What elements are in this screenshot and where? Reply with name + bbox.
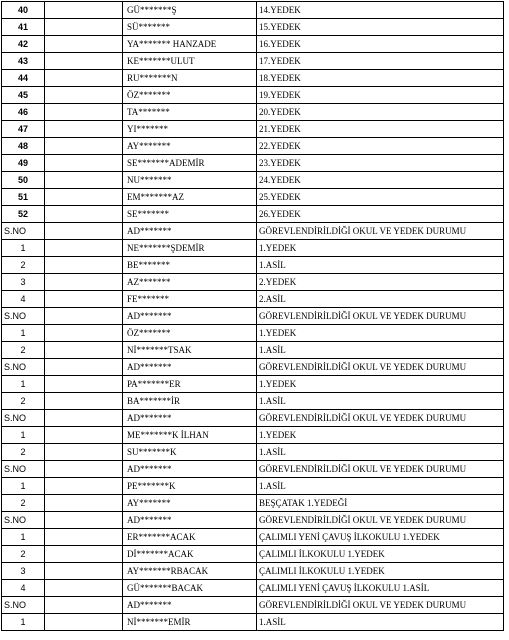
table-row xyxy=(2,70,504,87)
name-cell: SÜ******* xyxy=(123,19,257,36)
duty-cell: GÖREVLENDİRİLDİĞİ OKUL VE YEDEK DURUMU xyxy=(257,410,504,427)
assignment-table xyxy=(1,1,504,631)
table-row xyxy=(2,291,504,308)
empty-cell xyxy=(45,563,123,580)
duty-cell: 1.ASİL xyxy=(257,478,504,495)
row-number-cell: 1 xyxy=(2,240,45,257)
table-row xyxy=(2,36,504,53)
row-number-cell: 52 xyxy=(2,206,45,223)
row-number-cell: 49 xyxy=(2,155,45,172)
row-number-cell: S.NO xyxy=(2,308,45,325)
duty-cell: 1.YEDEK xyxy=(257,240,504,257)
empty-cell xyxy=(45,393,123,410)
duty-cell: 2.YEDEK xyxy=(257,274,504,291)
row-number-cell: 2 xyxy=(2,444,45,461)
name-cell: AD******* xyxy=(123,512,257,529)
table-header-row xyxy=(2,223,504,240)
row-number-cell: 1 xyxy=(2,529,45,546)
duty-cell: 19.YEDEK xyxy=(257,87,504,104)
duty-cell: BEŞÇATAK 1.YEDEĞİ xyxy=(257,495,504,512)
row-number-cell: 1 xyxy=(2,376,45,393)
duty-cell: ÇALIMLI YENİ ÇAVUŞ İLKOKULU 1.YEDEK xyxy=(257,529,504,546)
duty-cell: 17.YEDEK xyxy=(257,53,504,70)
table-row xyxy=(2,155,504,172)
row-number-cell: 40 xyxy=(2,2,45,19)
row-number-cell: 2 xyxy=(2,342,45,359)
name-cell: AY******* xyxy=(123,138,257,155)
table-row xyxy=(2,393,504,410)
name-cell: SU*******K xyxy=(123,444,257,461)
empty-cell xyxy=(45,495,123,512)
duty-cell: 20.YEDEK xyxy=(257,104,504,121)
table-row xyxy=(2,444,504,461)
name-cell: SE******* xyxy=(123,206,257,223)
row-number-cell: S.NO xyxy=(2,359,45,376)
name-cell: GÜ*******BACAK xyxy=(123,580,257,597)
name-cell: YI******* xyxy=(123,121,257,138)
name-cell: PE*******K xyxy=(123,478,257,495)
table-row xyxy=(2,138,504,155)
table-header-row xyxy=(2,512,504,529)
table-row xyxy=(2,121,504,138)
duty-cell: 24.YEDEK xyxy=(257,172,504,189)
row-number-cell: 1 xyxy=(2,478,45,495)
table-row xyxy=(2,206,504,223)
name-cell: AY******* xyxy=(123,495,257,512)
name-cell: ÖZ******* xyxy=(123,87,257,104)
table-header-row xyxy=(2,461,504,478)
duty-cell: 21.YEDEK xyxy=(257,121,504,138)
row-number-cell: S.NO xyxy=(2,223,45,240)
empty-cell xyxy=(45,36,123,53)
empty-cell xyxy=(45,461,123,478)
duty-cell: ÇALIMLI İLKOKULU 1.YEDEK xyxy=(257,546,504,563)
name-cell: AD******* xyxy=(123,223,257,240)
empty-cell xyxy=(45,342,123,359)
table-row xyxy=(2,87,504,104)
name-cell: KE*******ULUT xyxy=(123,53,257,70)
name-cell: ME*******K İLHAN xyxy=(123,427,257,444)
empty-cell xyxy=(45,138,123,155)
duty-cell: GÖREVLENDİRİLDİĞİ OKUL VE YEDEK DURUMU xyxy=(257,512,504,529)
table-header-row xyxy=(2,359,504,376)
name-cell: BA*******İR xyxy=(123,393,257,410)
row-number-cell: 4 xyxy=(2,580,45,597)
duty-cell: ÇALIMLI İLKOKULU 1.YEDEK xyxy=(257,563,504,580)
duty-cell: 1.YEDEK xyxy=(257,325,504,342)
name-cell: TA******* xyxy=(123,104,257,121)
row-number-cell: S.NO xyxy=(2,461,45,478)
empty-cell xyxy=(45,359,123,376)
name-cell: AD******* xyxy=(123,308,257,325)
row-number-cell: 1 xyxy=(2,427,45,444)
table-row xyxy=(2,342,504,359)
table-row xyxy=(2,529,504,546)
name-cell: ÖZ******* xyxy=(123,325,257,342)
duty-cell: 1.ASİL xyxy=(257,342,504,359)
table-header-row xyxy=(2,308,504,325)
duty-cell: 1.ASİL xyxy=(257,444,504,461)
duty-cell: 15.YEDEK xyxy=(257,19,504,36)
table-row xyxy=(2,495,504,512)
table-row xyxy=(2,53,504,70)
table-row xyxy=(2,274,504,291)
table-row xyxy=(2,478,504,495)
duty-cell: 1.ASİL xyxy=(257,257,504,274)
duty-cell: 26.YEDEK xyxy=(257,206,504,223)
table-row xyxy=(2,2,504,19)
empty-cell xyxy=(45,121,123,138)
row-number-cell: 50 xyxy=(2,172,45,189)
duty-cell: 1.ASİL xyxy=(257,614,504,631)
empty-cell xyxy=(45,240,123,257)
empty-cell xyxy=(45,2,123,19)
empty-cell xyxy=(45,19,123,36)
name-cell: ER*******ACAK xyxy=(123,529,257,546)
row-number-cell: 2 xyxy=(2,546,45,563)
table-row xyxy=(2,614,504,631)
empty-cell xyxy=(45,580,123,597)
duty-cell: GÖREVLENDİRİLDİĞİ OKUL VE YEDEK DURUMU xyxy=(257,223,504,240)
row-number-cell: 43 xyxy=(2,53,45,70)
empty-cell xyxy=(45,444,123,461)
table-row xyxy=(2,325,504,342)
empty-cell xyxy=(45,274,123,291)
empty-cell xyxy=(45,427,123,444)
row-number-cell: 4 xyxy=(2,291,45,308)
duty-cell: 25.YEDEK xyxy=(257,189,504,206)
empty-cell xyxy=(45,223,123,240)
name-cell: RU*******N xyxy=(123,70,257,87)
name-cell: PA*******ER xyxy=(123,376,257,393)
empty-cell xyxy=(45,53,123,70)
duty-cell: 16.YEDEK xyxy=(257,36,504,53)
empty-cell xyxy=(45,70,123,87)
table-header-row xyxy=(2,410,504,427)
empty-cell xyxy=(45,529,123,546)
table-row xyxy=(2,563,504,580)
row-number-cell: 45 xyxy=(2,87,45,104)
name-cell: NU******* xyxy=(123,172,257,189)
row-number-cell: 46 xyxy=(2,104,45,121)
row-number-cell: 3 xyxy=(2,563,45,580)
empty-cell xyxy=(45,614,123,631)
row-number-cell: S.NO xyxy=(2,512,45,529)
name-cell: FE******* xyxy=(123,291,257,308)
table-row xyxy=(2,427,504,444)
table-row xyxy=(2,172,504,189)
empty-cell xyxy=(45,512,123,529)
row-number-cell: 1 xyxy=(2,325,45,342)
empty-cell xyxy=(45,546,123,563)
table-row xyxy=(2,257,504,274)
duty-cell: 23.YEDEK xyxy=(257,155,504,172)
duty-cell: 22.YEDEK xyxy=(257,138,504,155)
empty-cell xyxy=(45,172,123,189)
empty-cell xyxy=(45,308,123,325)
table-row xyxy=(2,240,504,257)
duty-cell: 1.ASİL xyxy=(257,393,504,410)
empty-cell xyxy=(45,104,123,121)
name-cell: Nİ*******TSAK xyxy=(123,342,257,359)
name-cell: AD******* xyxy=(123,597,257,614)
duty-cell: ÇALIMLI YENİ ÇAVUŞ İLKOKULU 1.ASİL xyxy=(257,580,504,597)
row-number-cell: 41 xyxy=(2,19,45,36)
duty-cell: 1.YEDEK xyxy=(257,427,504,444)
row-number-cell: 2 xyxy=(2,257,45,274)
name-cell: Dİ*******ACAK xyxy=(123,546,257,563)
assignment-table-body xyxy=(2,2,504,631)
empty-cell xyxy=(45,597,123,614)
name-cell: BE******* xyxy=(123,257,257,274)
duty-cell: GÖREVLENDİRİLDİĞİ OKUL VE YEDEK DURUMU xyxy=(257,461,504,478)
empty-cell xyxy=(45,206,123,223)
empty-cell xyxy=(45,325,123,342)
row-number-cell: 47 xyxy=(2,121,45,138)
empty-cell xyxy=(45,376,123,393)
name-cell: AZ******* xyxy=(123,274,257,291)
name-cell: EM*******AZ xyxy=(123,189,257,206)
name-cell: GÜ*******Ş xyxy=(123,2,257,19)
row-number-cell: 1 xyxy=(2,614,45,631)
empty-cell xyxy=(45,257,123,274)
row-number-cell: S.NO xyxy=(2,597,45,614)
duty-cell: 14.YEDEK xyxy=(257,2,504,19)
row-number-cell: 2 xyxy=(2,393,45,410)
name-cell: AD******* xyxy=(123,410,257,427)
row-number-cell: 51 xyxy=(2,189,45,206)
name-cell: Nİ*******EMİR xyxy=(123,614,257,631)
empty-cell xyxy=(45,410,123,427)
duty-cell: GÖREVLENDİRİLDİĞİ OKUL VE YEDEK DURUMU xyxy=(257,308,504,325)
name-cell: AD******* xyxy=(123,461,257,478)
table-row xyxy=(2,376,504,393)
table-row xyxy=(2,104,504,121)
duty-cell: GÖREVLENDİRİLDİĞİ OKUL VE YEDEK DURUMU xyxy=(257,597,504,614)
empty-cell xyxy=(45,155,123,172)
name-cell: AY*******RBACAK xyxy=(123,563,257,580)
row-number-cell: 44 xyxy=(2,70,45,87)
name-cell: AD******* xyxy=(123,359,257,376)
duty-cell: GÖREVLENDİRİLDİĞİ OKUL VE YEDEK DURUMU xyxy=(257,359,504,376)
table-row xyxy=(2,189,504,206)
duty-cell: 18.YEDEK xyxy=(257,70,504,87)
row-number-cell: 3 xyxy=(2,274,45,291)
table-row xyxy=(2,580,504,597)
table-header-row xyxy=(2,597,504,614)
row-number-cell: 2 xyxy=(2,495,45,512)
empty-cell xyxy=(45,478,123,495)
row-number-cell: S.NO xyxy=(2,410,45,427)
duty-cell: 1.YEDEK xyxy=(257,376,504,393)
empty-cell xyxy=(45,189,123,206)
row-number-cell: 42 xyxy=(2,36,45,53)
table-row xyxy=(2,19,504,36)
name-cell: NE*******ŞDEMİR xyxy=(123,240,257,257)
name-cell: YA******* HANZADE xyxy=(123,36,257,53)
duty-cell: 2.ASİL xyxy=(257,291,504,308)
table-row xyxy=(2,546,504,563)
empty-cell xyxy=(45,87,123,104)
name-cell: SE*******ADEMİR xyxy=(123,155,257,172)
row-number-cell: 48 xyxy=(2,138,45,155)
empty-cell xyxy=(45,291,123,308)
